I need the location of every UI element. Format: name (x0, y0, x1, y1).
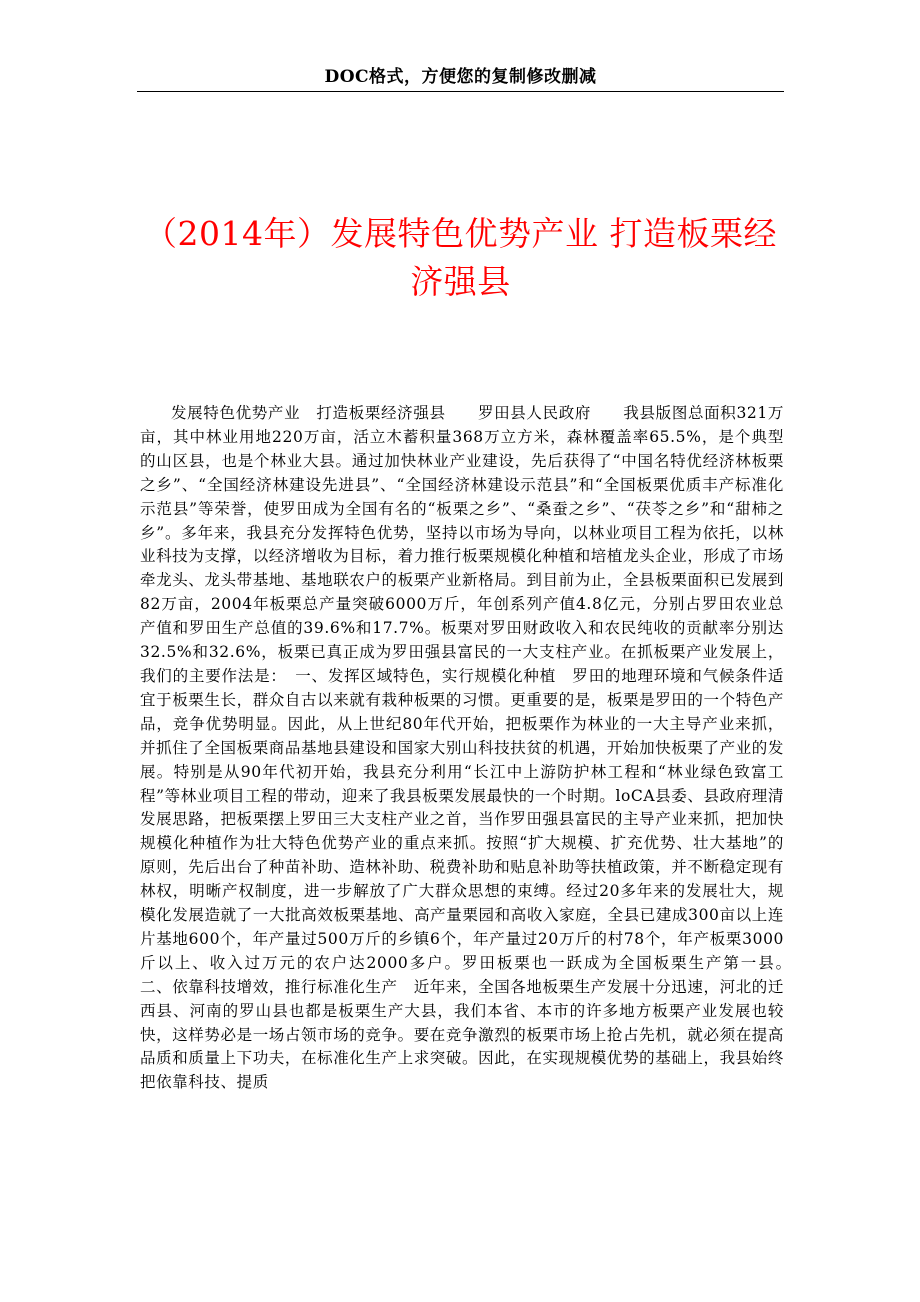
header-divider (137, 91, 784, 92)
document-title: （2014年）发展特色优势产业 打造板栗经济强县 (144, 214, 777, 301)
document-body: 发展特色优势产业 打造板栗经济强县 罗田县人民政府 我县版图总面积321万亩，其中林业用地220万亩，活立木蓄积量368万立方米，森林覆盖率65.5%，是个典型的山区县，也是个林业大县。通过加快林业产业建设，先后获得了“中国名特优经济林板栗之乡”、“全国经济林建设先进县”、“全国经济林建设示范县”和“全国板栗优质丰产标准化示范县”等荣誉，使罗田成为全国有名的“板栗之乡”、“桑蚕之乡”、“茯苓之乡”和“甜柿之乡”。多年来，我县充分发挥特色优势，坚持以市场为导向，以林业项目工程为依托，以林业科技为支撑，以经济增收为目标，着力推行板栗规模化种植和培植龙头企业，形成了市场牵龙头、龙头带基地、基地联农户的板栗产业新格局。到目前为止，全县板栗面积已发展到82万亩，2004年板栗总产量突破6000万斤，年创系列产值4.8亿元，分别占罗田农业总产值和罗田生产总值的39.6%和17.7%。板栗对罗田财政收入和农民纯收的贡献率分别达32.5%和32.6%，板栗已真正成为罗田强县富民的一大支柱产业。在抓板栗产业发展上，我们的主要作法是： 一、发挥区域特色，实行规模化种植 罗田的地理环境和气候条件适宜于板栗生长，群众自古以来就有栽种板栗的习惯。更重要的是，板栗是罗田的一个特色产品，竞争优势明显。因此，从上世纪80年代开始，把板栗作为林业的一大主导产业来抓，并抓住了全国板栗商品基地县建设和国家大别山科技扶贫的机遇，开始加快板栗了产业的发展。特别是从90年代初开始，我县充分利用“长江中上游防护林工程和“林业绿色致富工程”等林业项目工程的带动，迎来了我县板栗发展最快的一个时期。loCA县委、县政府理清发展思路，把板栗摆上罗田三大支柱产业之首，当作罗田强县富民的主导产业来抓，把加快规模化种植作为壮大特色优势产业的重点来抓。按照“扩大规模、扩充优势、壮大基地”的原则，先后出台了种苗补助、造林补助、税费补助和贴息补助等扶植政策，并不断稳定现有林权，明晰产权制度，进一步解放了广大群众思想的束缚。经过20多年来的发展壮大，规模化发展造就了一大批高效板栗基地、高产量栗园和高收入家庭，全县已建成300亩以上连片基地600个，年产量过500万斤的乡镇6个，年产量过20万斤的村78个，年产板栗3000斤以上、收入过万元的农户达2000多户。罗田板栗也一跃成为全国板栗生产第一县。 二、依靠科技增效，推行标准化生产 近年来，全国各地板栗生产发展十分迅速，河北的迁西县、河南的罗山县也都是板栗生产大县，我们本省、本市的许多地方板栗产业发展也较快，这样势必是一场占领市场的竞争。要在竞争激烈的板栗市场上抢占先机，就必须在提高品质和质量上下功夫，在标准化生产上求突破。因此，在实现规模优势的基础上，我县始终把依靠科技、提质 (140, 404, 801, 1092)
page-header: DOC格式，方便您的复制修改删减 (324, 67, 597, 87)
